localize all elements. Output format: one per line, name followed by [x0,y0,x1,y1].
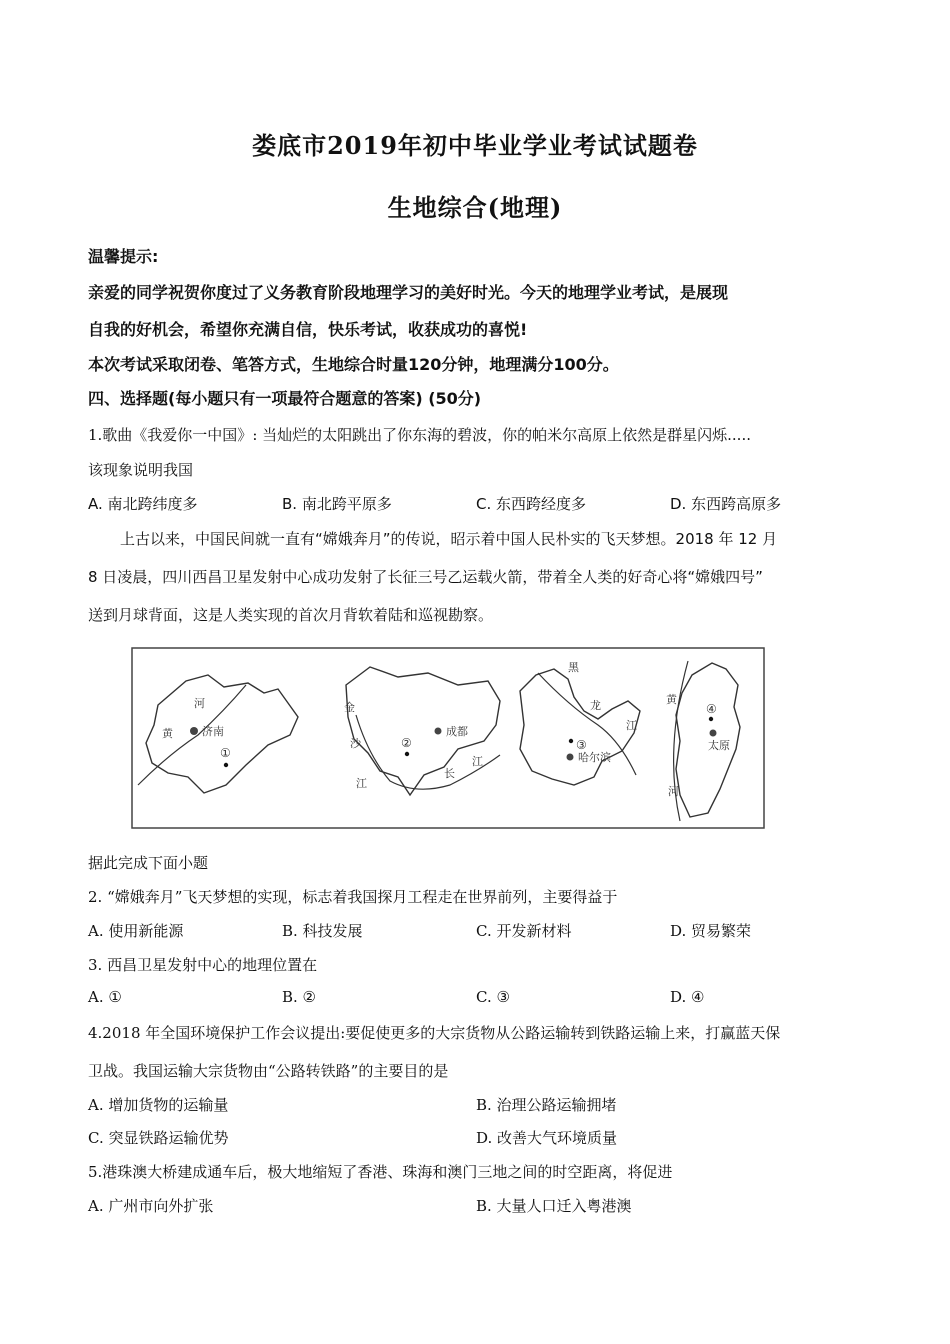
map-frame [132,648,764,828]
q2-option-c[interactable]: C. 开发新材料 [476,922,572,940]
label-marker-2: ② [401,736,412,750]
q5-option-b[interactable]: B. 大量人口迁入粤港澳 [476,1197,632,1215]
label-haerbin: 哈尔滨 [578,751,611,764]
q2-option-a[interactable]: A. 使用新能源 [88,922,184,940]
q5-option-a[interactable]: A. 广州市向外扩张 [88,1197,214,1215]
taiyuan-marker [710,730,717,737]
jinan-marker [190,727,198,735]
passage-line-1: 上古以来，中国民间就一直有“嫦娥奔月”的传说，昭示着中国人民朴实的飞天梦想。2018 年 12 月 [120,530,778,548]
after-map-instruction: 据此完成下面小题 [88,854,209,872]
label-he-1: 河 [194,697,205,710]
label-jiang-1: 江 [356,777,367,790]
label-he-2: 河 [668,785,679,798]
q1-option-d[interactable]: D. 东西跨高原多 [670,495,782,513]
q4-option-a[interactable]: A. 增加货物的运输量 [88,1096,229,1114]
passage-line-3: 送到月球背面，这是人类实现的首次月背软着陆和巡视勘察。 [88,606,494,624]
q4-option-b[interactable]: B. 治理公路运输拥堵 [476,1096,617,1114]
river-2 [356,715,500,789]
label-marker-4: ④ [706,702,717,716]
q2-option-b[interactable]: B. 科技发展 [282,922,363,940]
region-3-outline [520,669,640,785]
section-heading: 四、选择题(每小题只有一项最符合题意的答案) (50分) [88,389,482,408]
q1-option-b[interactable]: B. 南北跨平原多 [282,495,392,513]
q5-stem: 5.港珠澳大桥建成通车后，极大地缩短了香港、珠海和澳门三地之间的时空距离，将促进 [88,1163,673,1181]
label-marker-3: ③ [576,738,587,752]
marker-4-dot [709,717,713,721]
label-chengdu: 成都 [446,725,468,738]
exam-subtitle: 生地综合(地理) [387,193,563,222]
exam-title: 娄底市2019年初中毕业学业考试试题卷 [252,131,698,160]
q4-stem-line-1: 4.2018 年全国环境保护工作会议提出:要促使更多的大宗货物从公路运输转到铁路运输上来，打赢蓝天保 [88,1024,781,1042]
q1-option-a[interactable]: A. 南北跨纬度多 [88,495,198,513]
notice-line-2: 自我的好机会，希望你充满自信，快乐考试，收获成功的喜悦! [88,320,528,339]
river-1 [138,685,246,785]
q3-option-c[interactable]: C. ③ [476,988,510,1006]
chengdu-marker [435,728,442,735]
label-jinan: 济南 [202,725,224,738]
q3-option-a[interactable]: A. ① [88,988,122,1006]
label-chang: 长 [444,767,455,780]
label-jiang-3: 江 [626,719,637,732]
label-hei: 黑 [568,661,579,674]
notice-line-3: 本次考试采取闭卷、笔答方式，生地综合时量120分钟，地理满分100分。 [88,355,619,374]
label-huang-1: 黄 [162,727,173,740]
region-2-outline [346,667,500,795]
q3-option-d[interactable]: D. ④ [670,988,705,1006]
label-sha: 沙 [350,737,361,750]
marker-1-dot [224,763,228,767]
province-map-figure [128,645,768,833]
label-jiang-2: 江 [472,755,483,768]
passage-line-2: 8 日凌晨，四川西昌卫星发射中心成功发射了长征三号乙运载火箭，带着全人类的好奇心将“嫦娥四号” [88,568,763,586]
label-jin: 金 [344,701,355,714]
q2-stem: 2. “嫦娥奔月”飞天梦想的实现，标志着我国探月工程走在世界前列，主要得益于 [88,888,618,906]
q4-option-d[interactable]: D. 改善大气环境质量 [476,1129,618,1147]
q2-option-d[interactable]: D. 贸易繁荣 [670,922,752,940]
label-taiyuan: 太原 [708,739,730,752]
marker-3-dot [569,739,573,743]
notice-line-1: 亲爱的同学祝贺你度过了义务教育阶段地理学习的美好时光。今天的地理学业考试，是展现 [88,283,729,302]
label-marker-1: ① [220,746,231,760]
q4-stem-line-2: 卫战。我国运输大宗货物由“公路转铁路”的主要目的是 [88,1062,449,1080]
label-long: 龙 [590,699,601,712]
haerbin-marker [567,754,574,761]
q4-option-c[interactable]: C. 突显铁路运输优势 [88,1129,229,1147]
notice-heading: 温馨提示: [88,247,159,266]
q3-stem: 3. 西昌卫星发射中心的地理位置在 [88,956,318,974]
label-huang-2: 黄 [666,693,677,706]
q1-stem-line-2: 该现象说明我国 [88,461,194,479]
q1-option-c[interactable]: C. 东西跨经度多 [476,495,587,513]
q1-stem-line-1: 1.歌曲《我爱你一中国》: 当灿烂的太阳跳出了你东海的碧波，你的帕米尔高原上依然是群星闪烁..... [88,426,751,444]
q3-option-b[interactable]: B. ② [282,988,317,1006]
marker-2-dot [405,752,409,756]
